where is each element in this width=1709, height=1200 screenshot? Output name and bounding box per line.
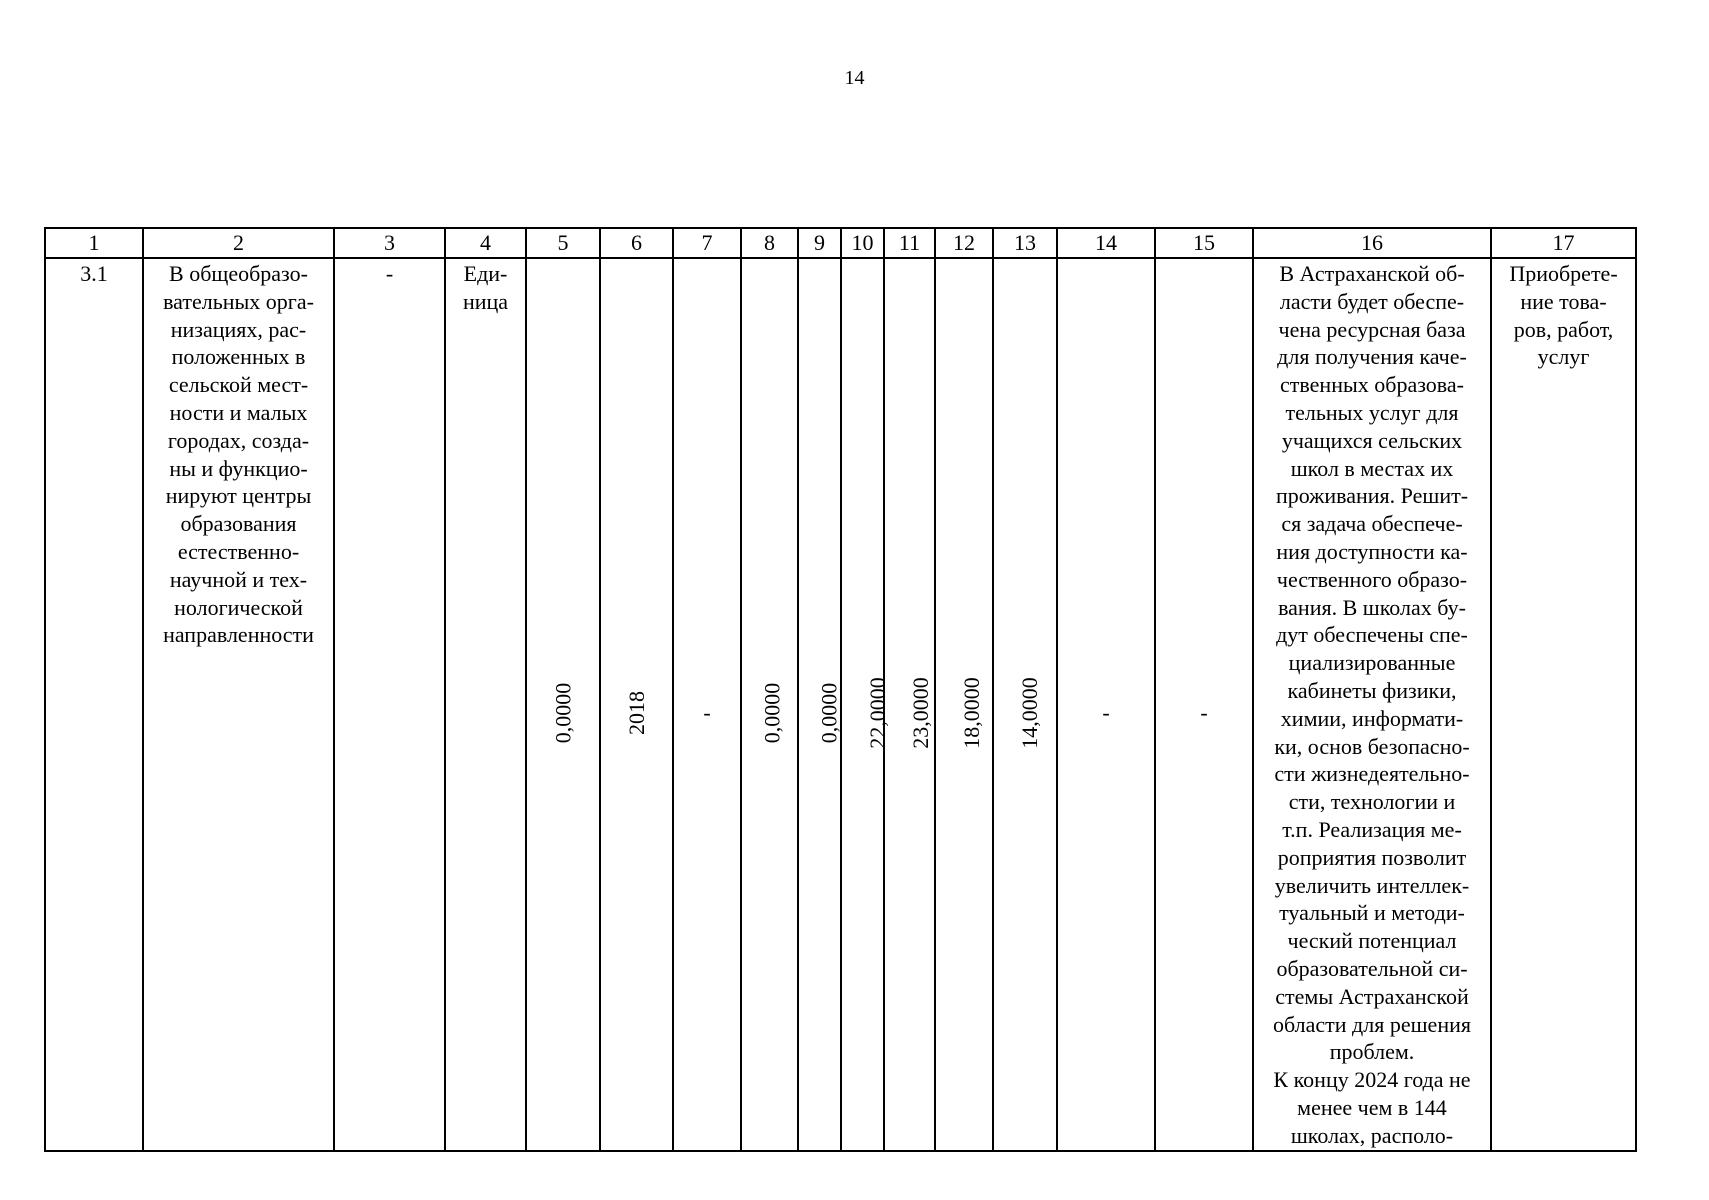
cell-col-9: 0,0000	[798, 258, 841, 1151]
text-line: для получения каче-	[1277, 344, 1467, 370]
text-line: циализированные	[1288, 650, 1456, 676]
text-line: ров, работ,	[1513, 316, 1614, 342]
text-line: дут обеспечены спе-	[1276, 622, 1468, 648]
text-line: услуг	[1537, 344, 1590, 370]
header-cell: 15	[1155, 228, 1253, 258]
text-line: проблем.	[1329, 1039, 1415, 1065]
description-text	[1254, 259, 1490, 1150]
header-cell: 14	[1057, 228, 1155, 258]
cell-description	[1253, 258, 1491, 1151]
text-line: ственных образова-	[1280, 372, 1464, 398]
text-line: химии, информати-	[1280, 705, 1464, 731]
header-cell: 3	[334, 228, 445, 258]
text-line: т.п. Реализация ме-	[1282, 816, 1462, 842]
text-line: естественно-	[177, 538, 300, 564]
cell-col-14: -	[1057, 258, 1155, 1151]
text-line: вания. В школах бу-	[1278, 594, 1466, 620]
text-line: направленности	[163, 622, 314, 648]
text-line: сти жизнедеятельно-	[1274, 761, 1470, 787]
expense-type-text	[1492, 259, 1635, 371]
text-line: кабинеты физики,	[1287, 677, 1457, 703]
table-row	[45, 258, 1636, 1151]
header-cell: 9	[798, 228, 841, 258]
text-line: нологической	[174, 594, 303, 620]
cell-indicator-name	[143, 258, 334, 1151]
text-line: положенных в	[171, 344, 306, 370]
text-line: вательных орга-	[163, 288, 314, 314]
text-line: ница	[462, 288, 509, 314]
table-header-row	[45, 228, 1636, 258]
text-line: В общеобразо-	[169, 261, 308, 286]
text-line: образования	[180, 511, 297, 537]
cell-col-5: 0,0000	[526, 258, 600, 1151]
text-line: низациях, рас-	[170, 316, 307, 342]
header-cell: 13	[993, 228, 1057, 258]
text-line: области для решения	[1273, 1011, 1471, 1037]
text-line: роприятия позволит	[1277, 844, 1467, 870]
text-line: учащихся сельских	[1281, 427, 1463, 453]
text-line: туальный и методи-	[1279, 900, 1465, 926]
text-line: Еди-	[463, 261, 508, 286]
text-line: стемы Астраханской	[1275, 983, 1469, 1009]
text-line: В Астраханской об-	[1279, 261, 1465, 286]
header-cell: 7	[673, 228, 741, 258]
cell-col-10: 22,0000	[841, 258, 884, 1151]
cell-item-number: 3.1	[45, 258, 143, 1151]
text-line: чественного образо-	[1276, 566, 1468, 592]
text-line: увеличить интеллек-	[1274, 872, 1470, 898]
text-line: городах, созда-	[167, 427, 310, 453]
page-number: 14	[844, 67, 865, 89]
cell-col-12: 18,0000	[935, 258, 993, 1151]
cell-unit	[445, 258, 526, 1151]
header-cell: 2	[143, 228, 334, 258]
header-cell: 10	[841, 228, 884, 258]
header-cell: 1	[45, 228, 143, 258]
cell-col-3: -	[334, 258, 445, 1151]
header-cell: 8	[741, 228, 798, 258]
text-line: школ в местах их	[1290, 455, 1454, 481]
data-table	[44, 227, 1637, 1152]
header-cell: 11	[884, 228, 935, 258]
text-line: чена ресурсная база	[1278, 316, 1466, 342]
cell-col-7: -	[673, 258, 741, 1151]
text-line: ческий потенциал	[1287, 928, 1457, 954]
header-cell: 6	[600, 228, 673, 258]
text-line: проживания. Решит-	[1275, 483, 1469, 509]
text-line: сельской мест-	[168, 372, 309, 398]
cell-expense-type	[1491, 258, 1636, 1151]
text-line: ния доступности ка-	[1276, 538, 1468, 564]
text-line: ся задача обеспече-	[1281, 511, 1463, 537]
indicator-text	[144, 259, 333, 649]
cell-col-11: 23,0000	[884, 258, 935, 1151]
text-line: К концу 2024 года не	[1273, 1067, 1471, 1093]
unit-text	[446, 259, 525, 316]
header-cell: 17	[1491, 228, 1636, 258]
cell-col-8: 0,0000	[741, 258, 798, 1151]
cell-year: 2018	[600, 258, 673, 1151]
text-line: ние това-	[1520, 288, 1607, 314]
text-line: ки, основ безопасно-	[1274, 733, 1470, 759]
cell-col-13: 14,0000	[993, 258, 1057, 1151]
text-line: ны и функцио-	[169, 455, 308, 481]
text-line: менее чем в 144	[1297, 1094, 1447, 1120]
text-line: школах, располо-	[1290, 1122, 1454, 1148]
text-line: научной и тех-	[169, 566, 308, 592]
cell-col-15: -	[1155, 258, 1253, 1151]
header-cell: 5	[526, 228, 600, 258]
text-line: нируют центры	[165, 483, 312, 509]
text-line: образовательной си-	[1276, 955, 1468, 981]
text-line: ласти будет обеспе-	[1279, 288, 1465, 314]
header-cell: 4	[445, 228, 526, 258]
header-cell: 12	[935, 228, 993, 258]
text-line: Приобрете-	[1509, 261, 1618, 286]
header-cell: 16	[1253, 228, 1491, 258]
text-line: сти, технологии и	[1288, 789, 1456, 815]
text-line: ности и малых	[169, 399, 308, 425]
text-line: тельных услуг для	[1285, 399, 1459, 425]
